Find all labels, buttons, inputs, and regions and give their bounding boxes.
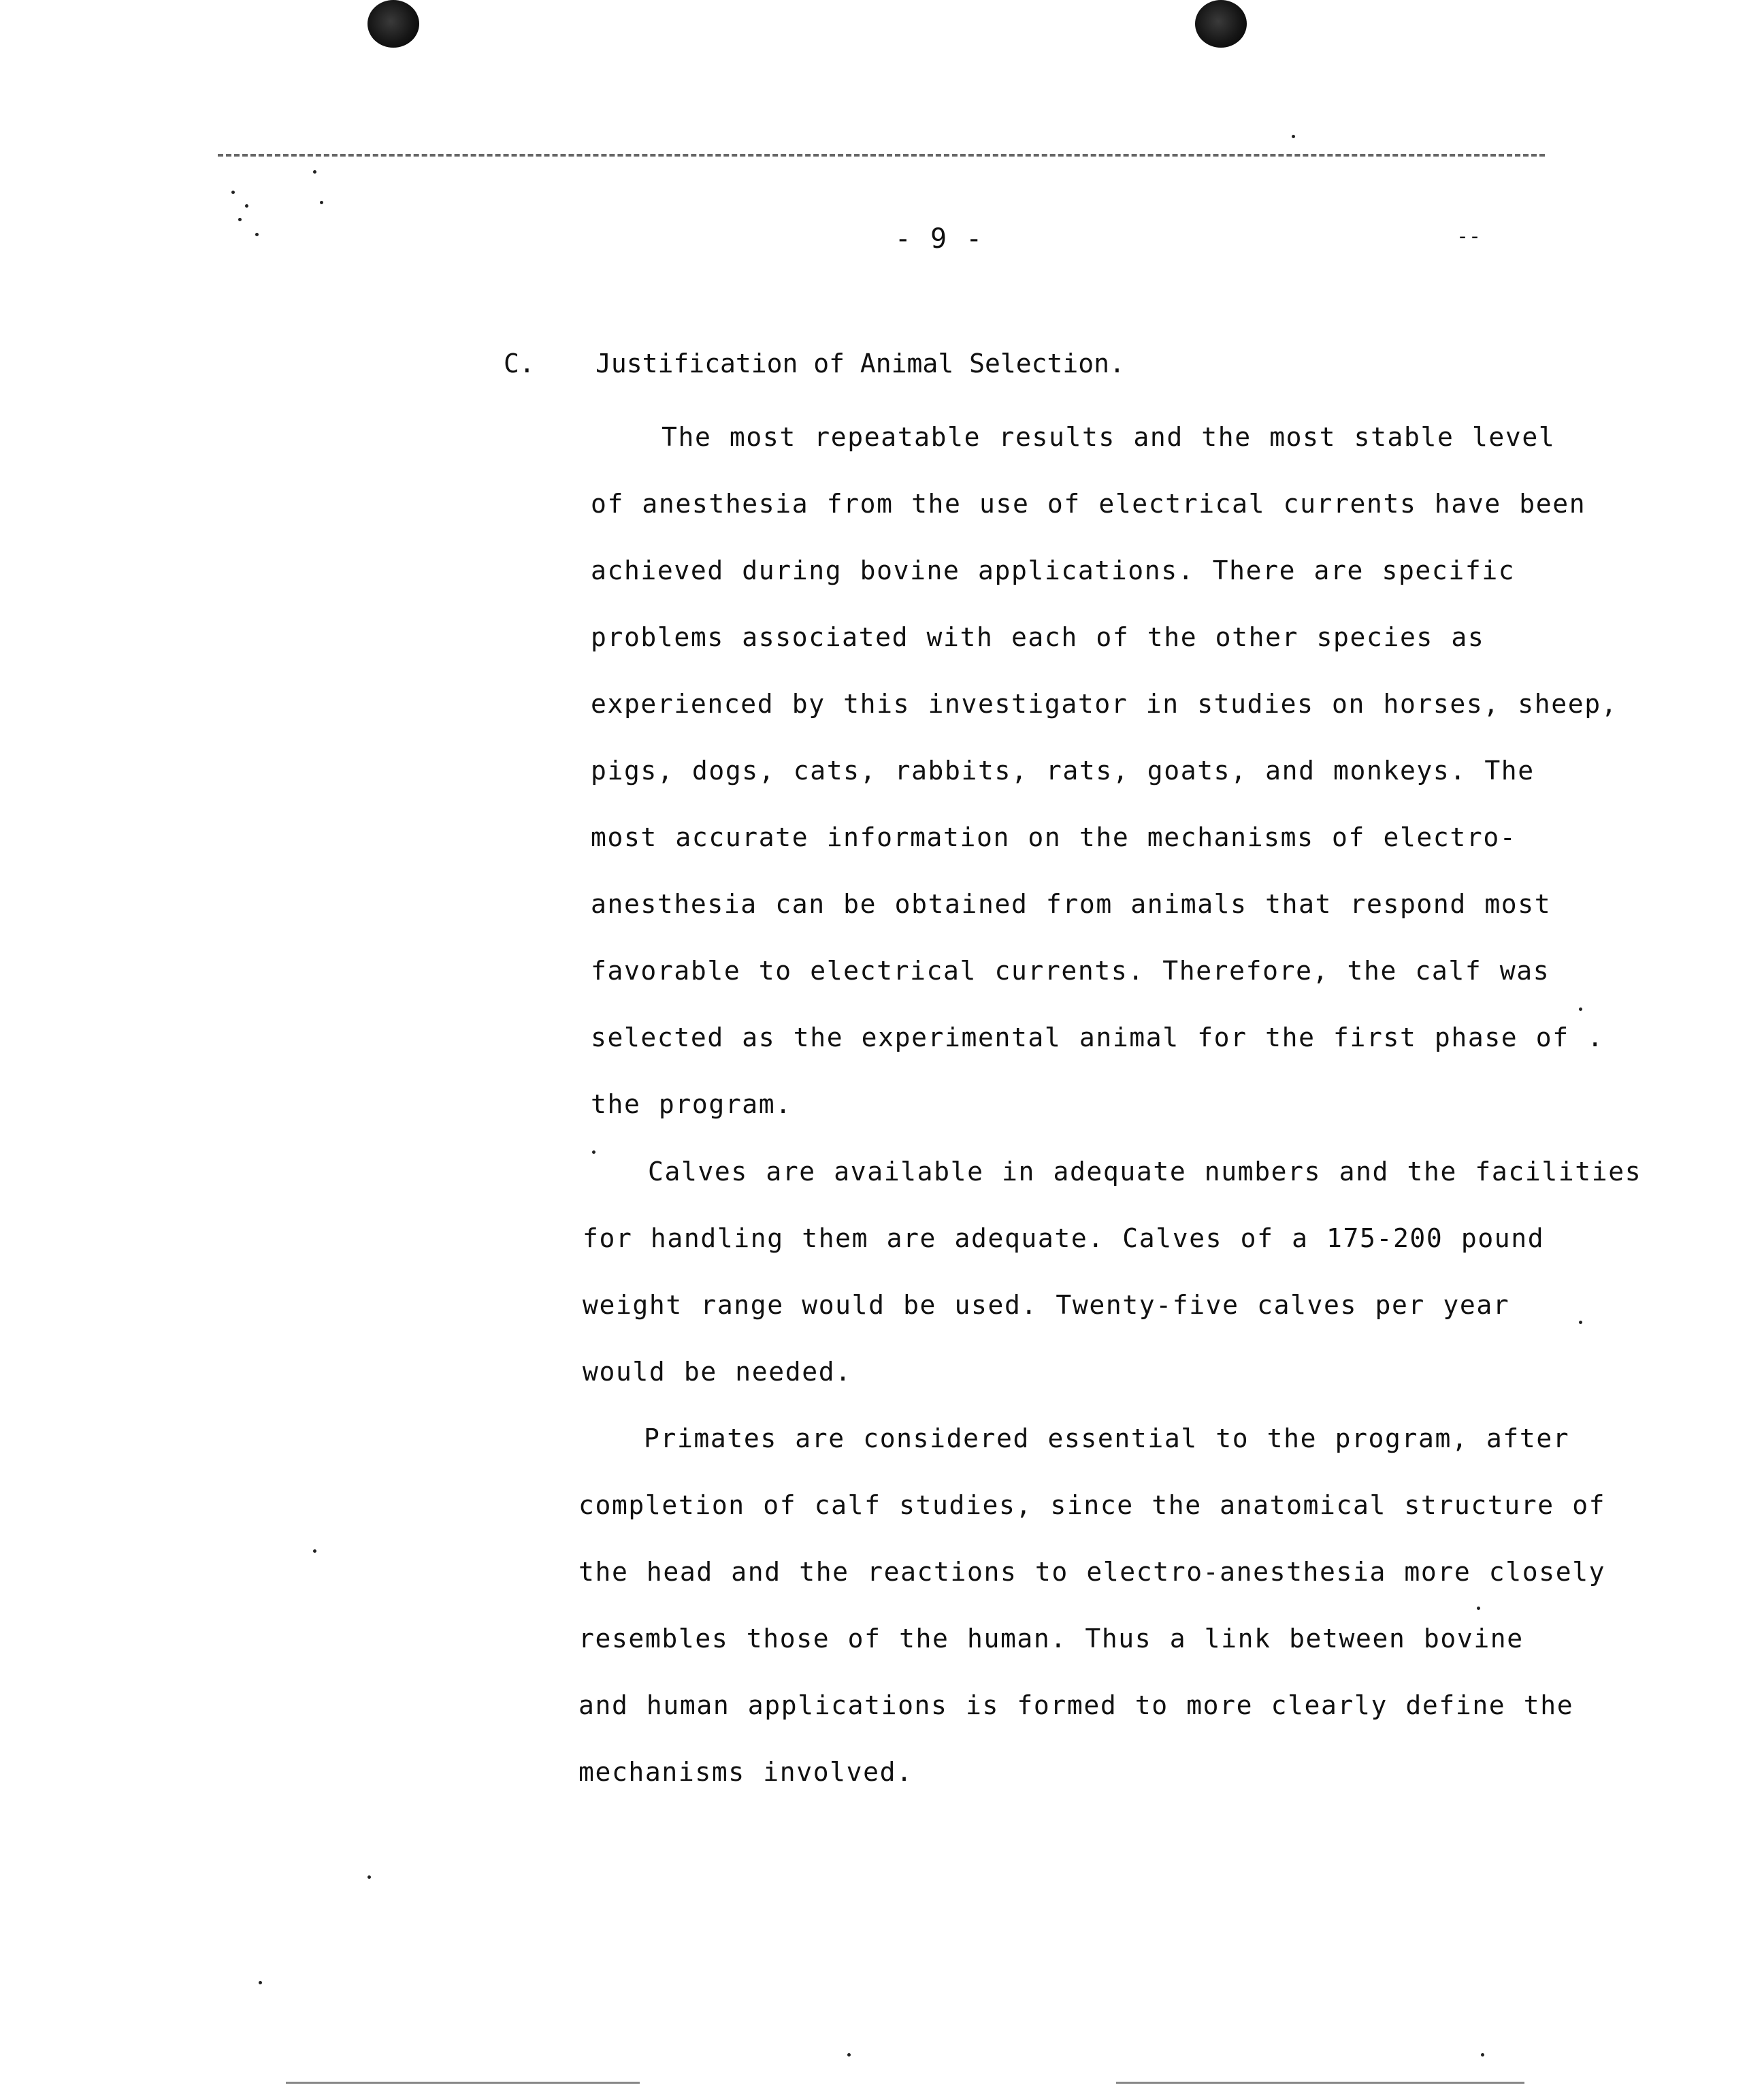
page-number: - 9 -: [894, 223, 984, 255]
paragraph-line: anesthesia can be obtained from animals that respond most: [591, 889, 1552, 919]
paragraph-line: would be needed.: [583, 1357, 852, 1387]
paragraph-line: selected as the experimental animal for the first phase of .: [591, 1022, 1604, 1052]
section-heading: [504, 349, 1125, 378]
paragraph-line: experienced by this investigator in studies on horses, sheep,: [591, 689, 1618, 719]
paragraph-line: for handling them are adequate. Calves of a 175-200 pound: [583, 1223, 1545, 1253]
scan-speck: [231, 191, 235, 194]
paragraph-line: pigs, dogs, cats, rabbits, rats, goats, and monkeys. The: [591, 756, 1535, 786]
paragraph-line: Primates are considered essential to the program, after: [644, 1423, 1570, 1453]
scan-speck: [313, 170, 316, 174]
scan-speck: [320, 201, 323, 204]
paragraph-line: most accurate information on the mechanisms of electro-: [591, 822, 1517, 852]
scan-speck: [368, 1875, 371, 1879]
scan-speck: [1481, 2053, 1484, 2057]
paragraph-line: and human applications is formed to more clearly define the: [578, 1690, 1574, 1720]
paragraph-line: problems associated with each of the other species as: [591, 622, 1485, 652]
scan-speck: [259, 1981, 262, 1984]
paragraph-line: the program.: [591, 1089, 792, 1119]
scan-speck: [245, 204, 248, 208]
section-title: Justification of Animal Selection.: [595, 349, 1125, 378]
corner-mark: --: [1456, 225, 1482, 248]
paragraph-line: resembles those of the human. Thus a link between bovine: [578, 1624, 1524, 1654]
header-rule: [218, 154, 1545, 157]
scan-speck: [847, 2053, 851, 2057]
scan-speck: [313, 1549, 316, 1553]
punch-hole-left: [368, 0, 419, 48]
paragraph-line: The most repeatable results and the most stable level: [662, 422, 1556, 452]
paragraph-line: of anesthesia from the use of electrical currents have been: [591, 489, 1586, 519]
scan-speck: [1292, 135, 1295, 138]
paragraph-line: achieved during bovine applications. There are specific: [591, 555, 1516, 585]
punch-hole-right: [1195, 0, 1247, 48]
paragraph: [578, 1405, 1605, 1805]
section-letter: C.: [504, 349, 535, 378]
paragraph-line: favorable to electrical currents. Therefore, the calf was: [591, 956, 1550, 986]
paragraph-line: the head and the reactions to electro-anesthesia more closely: [578, 1557, 1606, 1587]
paragraph: [583, 1138, 1642, 1405]
bottom-rule: [286, 2082, 640, 2084]
paragraph-line: Calves are available in adequate numbers and the facilities: [648, 1157, 1642, 1187]
paragraph-line: completion of calf studies, since the anatomical structure of: [578, 1490, 1606, 1520]
bottom-rule: [1116, 2082, 1524, 2084]
scan-speck: [238, 218, 242, 221]
paragraph-line: mechanisms involved.: [578, 1757, 913, 1787]
paragraph-line: weight range would be used. Twenty-five calves per year: [583, 1290, 1510, 1320]
scan-speck: [255, 233, 259, 236]
paragraph: [591, 404, 1618, 1138]
